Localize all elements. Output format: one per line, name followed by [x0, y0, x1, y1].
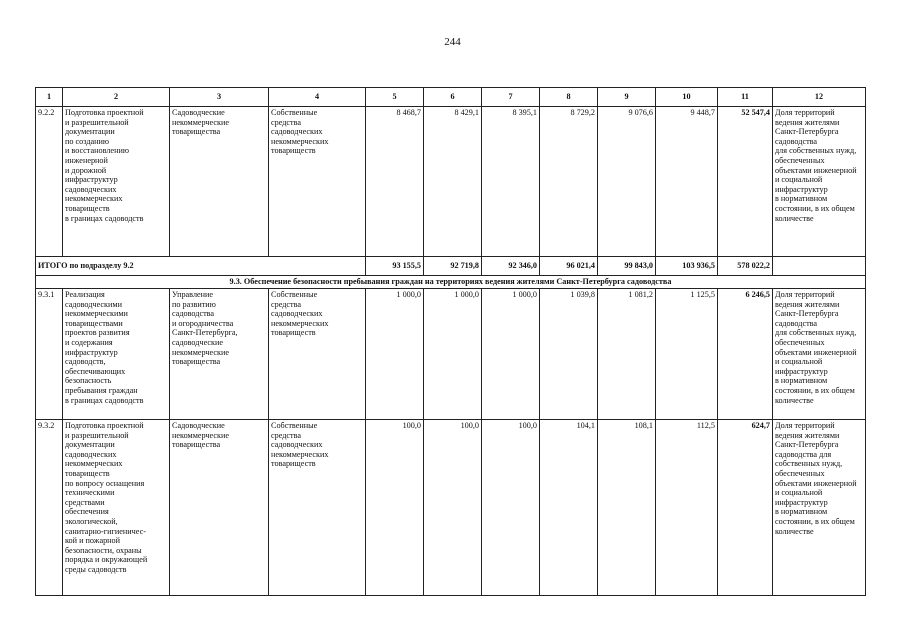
- row-id: 9.2.2: [36, 107, 63, 257]
- subtotal-value: 92 719,8: [424, 257, 482, 276]
- table-row: [36, 107, 866, 257]
- column-header: 1: [36, 88, 63, 107]
- table-row: [36, 289, 866, 420]
- subtotal-value: 92 346,0: [482, 257, 540, 276]
- row-value: 112,5: [656, 420, 718, 596]
- column-header: 12: [773, 88, 866, 107]
- row-value: 1 039,8: [540, 289, 598, 420]
- row-source: Собственные средства садоводческих некоммерческих товариществ: [269, 107, 366, 257]
- column-header: 10: [656, 88, 718, 107]
- row-measure: Реализация садоводческими некоммерческими товариществами проектов развития и содержания инфраструктур садоводств, обеспечивающих безопасность пребывания граждан в границах садоводств: [63, 289, 170, 420]
- column-header: 9: [598, 88, 656, 107]
- row-value: 100,0: [482, 420, 540, 596]
- row-total: 624,7: [718, 420, 773, 596]
- row-result: Доля территорий ведения жителями Санкт-Петербурга садоводства для собственных нужд, обеспеченных объектами инженерной и социальной инфраструктур в нормативном состоянии, в их общем количестве: [773, 420, 866, 596]
- row-value: 8 729,2: [540, 107, 598, 257]
- row-value: 1 081,2: [598, 289, 656, 420]
- row-result: Доля территорий ведения жителями Санкт-Петербурга садоводства для собственных нужд, обеспеченных объектами инженерной и социальной инфраструктур в нормативном состоянии, в их общем количестве: [773, 289, 866, 420]
- row-executor: Управление по развитию садоводства и огородничества Санкт-Петербурга, садоводческие некоммерческие товарищества: [170, 289, 269, 420]
- row-value: 9 448,7: [656, 107, 718, 257]
- subtotal-value: 93 155,5: [366, 257, 424, 276]
- row-measure: Подготовка проектной и разрешительной документации по созданию и восстановлению инженерной и дорожной инфраструктур садоводческих некоммерческих товариществ в границах садоводств: [63, 107, 170, 257]
- column-header: 3: [170, 88, 269, 107]
- row-value: 8 468,7: [366, 107, 424, 257]
- column-number-row: [36, 88, 866, 107]
- row-value: 1 000,0: [482, 289, 540, 420]
- row-executor: Садоводческие некоммерческие товарищества: [170, 420, 269, 596]
- subtotal-value: 96 021,4: [540, 257, 598, 276]
- subtotal-row: [36, 257, 866, 276]
- column-header: 2: [63, 88, 170, 107]
- row-value: 8 395,1: [482, 107, 540, 257]
- table-row: [36, 420, 866, 596]
- row-measure: Подготовка проектной и разрешительной документации садоводческих некоммерческих товариществ по вопросу оснащения техническими средствами обеспечения экологической, санитарно-гигиеничес- кой и пожарной безопасности, охраны порядка и окружающей среды садоводств: [63, 420, 170, 596]
- row-value: 1 000,0: [366, 289, 424, 420]
- column-header: 8: [540, 88, 598, 107]
- row-value: 8 429,1: [424, 107, 482, 257]
- row-total: 6 246,5: [718, 289, 773, 420]
- subtotal-value: 103 936,5: [656, 257, 718, 276]
- page-number: 244: [444, 36, 461, 48]
- section-title: 9.3. Обеспечение безопасности пребывания граждан на территориях ведения жителями Санкт-Петербурга садоводства: [36, 276, 866, 289]
- subtotal-total: 578 022,2: [718, 257, 773, 276]
- row-value: 104,1: [540, 420, 598, 596]
- row-id: 9.3.1: [36, 289, 63, 420]
- row-source: Собственные средства садоводческих некоммерческих товариществ: [269, 420, 366, 596]
- column-header: 7: [482, 88, 540, 107]
- row-value: 1 000,0: [424, 289, 482, 420]
- program-table: [35, 87, 866, 596]
- column-header: 6: [424, 88, 482, 107]
- row-id: 9.3.2: [36, 420, 63, 596]
- subtotal-label: ИТОГО по подразделу 9.2: [36, 257, 366, 276]
- row-executor: Садоводческие некоммерческие товарищества: [170, 107, 269, 257]
- row-source: Собственные средства садоводческих некоммерческих товариществ: [269, 289, 366, 420]
- column-header: 5: [366, 88, 424, 107]
- row-value: 1 125,5: [656, 289, 718, 420]
- column-header: 11: [718, 88, 773, 107]
- section-header-row: [36, 276, 866, 289]
- subtotal-empty: [773, 257, 866, 276]
- row-total: 52 547,4: [718, 107, 773, 257]
- row-value: 108,1: [598, 420, 656, 596]
- row-value: 9 076,6: [598, 107, 656, 257]
- subtotal-value: 99 843,0: [598, 257, 656, 276]
- row-value: 100,0: [366, 420, 424, 596]
- column-header: 4: [269, 88, 366, 107]
- row-result: Доля территорий ведения жителями Санкт-Петербурга садоводства для собственных нужд, обеспеченных объектами инженерной и социальной инфраструктур в нормативном состоянии, в их общем количестве: [773, 107, 866, 257]
- row-value: 100,0: [424, 420, 482, 596]
